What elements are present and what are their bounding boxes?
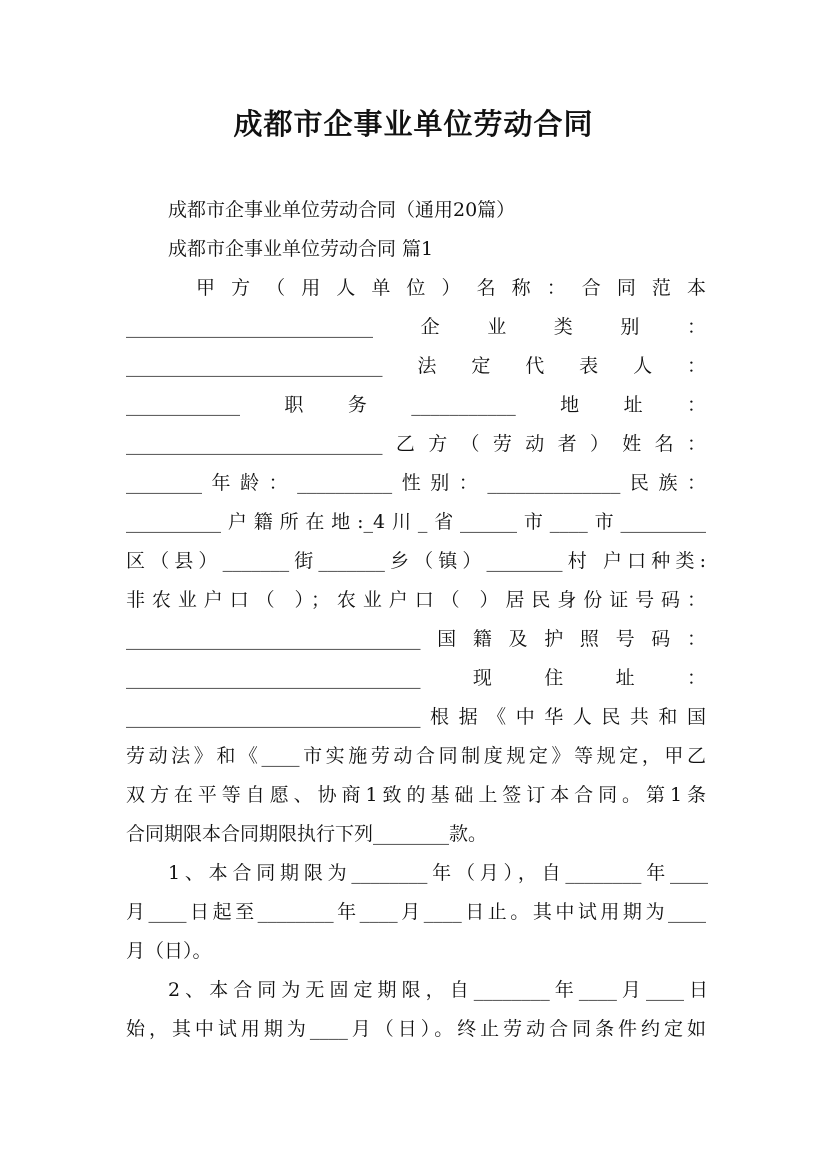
paragraph-line: __________户籍所在地:_4川_省______市____市_________: [126, 511, 706, 533]
document-subtitle: 成都市企事业单位劳动合同（通用20篇）: [168, 199, 516, 221]
paragraph-line: 2、本合同为无固定期限，自________年____月____日: [168, 979, 708, 1001]
document-title: 成都市企事业单位劳动合同: [233, 107, 594, 141]
paragraph-line: _______________________________国籍及护照号码：: [126, 628, 706, 650]
paragraph-line: 1、本合同期限为________年（月），自________年____: [168, 862, 708, 884]
paragraph-line: ________年龄：__________性别：______________民族：: [126, 472, 706, 494]
paragraph-line: ___________________________法定代表人：: [126, 355, 706, 377]
paragraph-line: 月____日起至________年____月____日止。其中试用期为____: [126, 901, 706, 923]
paragraph-line: _______________________________现住址：: [126, 667, 706, 689]
paragraph-line: 月（日）。: [126, 940, 212, 962]
paragraph-line: 非农业户口（ ）；农业户口（ ）居民身份证号码：: [126, 589, 706, 611]
paragraph-line: 区（县）_______街_______乡（镇）________村 户口种类:: [126, 550, 706, 572]
paragraph-line: __________________________企业类别：: [126, 316, 706, 338]
paragraph-line: 合同期限本合同期限执行下列________款。: [126, 823, 488, 845]
paragraph-line: 始，其中试用期为____月（日）。终止劳动合同条件约定如: [126, 1018, 706, 1040]
paragraph-line: ____________职务___________地址：: [126, 394, 706, 416]
paragraph-line: ___________________________乙方（劳动者）姓名：: [126, 433, 706, 455]
paragraph-line: 双方在平等自愿、协商1致的基础上签订本合同。第1条: [126, 784, 706, 806]
paragraph-line: 劳动法》和《____市实施劳动合同制度规定》等规定，甲乙: [126, 745, 706, 767]
section-heading: 成都市企事业单位劳动合同 篇1: [168, 238, 434, 260]
paragraph-line: _______________________________根据《中华人民共和国: [126, 706, 706, 728]
paragraph-line: 甲方（用人单位）名称：合同范本: [196, 277, 706, 299]
